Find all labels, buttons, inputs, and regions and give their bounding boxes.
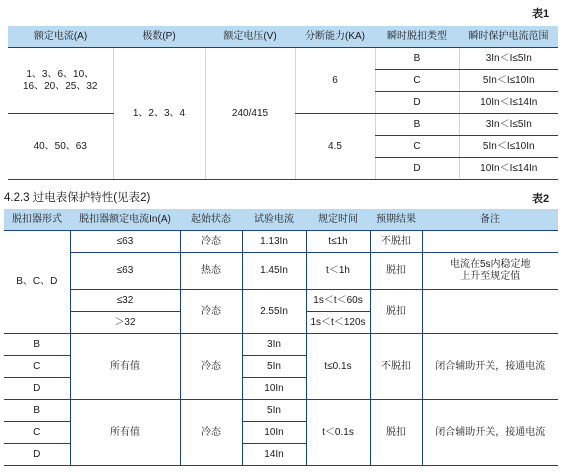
result-cell: 不脱扣 (370, 334, 422, 400)
trip-form-cell: D (4, 378, 70, 400)
trip-type-cell: C (375, 136, 459, 158)
test-current-cell: 1.13In (242, 231, 306, 253)
trip-form-cell: B、C、D (4, 231, 70, 334)
test-current-cell: 2.55In (242, 290, 306, 334)
result-cell: 脱扣 (370, 400, 422, 466)
table1-header-row (8, 26, 558, 48)
trip-form-cell: B (4, 334, 70, 356)
test-current-cell: 5In (242, 356, 306, 378)
time-cell: t＜1h (306, 253, 370, 290)
table2-header: 规定时间 (306, 209, 370, 231)
table1-header: 瞬时保护电流范围 (459, 26, 558, 48)
rated-current-cell: ≤32 (70, 290, 180, 312)
table2-caption: 表2 (532, 193, 550, 205)
table1-header: 瞬时脱扣类型 (375, 26, 459, 48)
rated-current-cell: ≤63 (70, 231, 180, 253)
current-range-cell: 3In＜I≤5In (459, 48, 558, 70)
table-row (4, 290, 558, 312)
note-line: 上升至规定值 (460, 271, 521, 282)
trip-form-cell: C (4, 422, 70, 444)
breaking-capacity-cell: 6 (295, 48, 375, 114)
result-cell: 脱扣 (370, 253, 422, 290)
result-cell: 脱扣 (370, 290, 422, 334)
overcurrent-protection-table (4, 209, 558, 466)
trip-type-cell: B (375, 114, 459, 136)
trip-form-cell: D (4, 444, 70, 466)
table1-header: 额定电压(V) (205, 26, 295, 48)
rated-current-table (8, 26, 558, 180)
breaking-capacity-cell: 4.5 (295, 114, 375, 180)
start-state-cell: 冷态 (180, 231, 242, 253)
rated-current-cell: ＞32 (70, 312, 180, 334)
table2-header: 试验电流 (242, 209, 306, 231)
voltage-cell: 240/415 (205, 48, 295, 180)
note-cell (422, 253, 558, 290)
current-range-cell: 10In＜I≤14In (459, 158, 558, 180)
table1-caption: 表1 (532, 8, 550, 20)
trip-form-cell: C (4, 356, 70, 378)
start-state-cell: 冷态 (180, 334, 242, 400)
table2-header: 预期结果 (370, 209, 422, 231)
note-cell (422, 290, 558, 334)
note-cell: 闭合辅助开关，接通电流 (422, 400, 558, 466)
table-row (4, 253, 558, 290)
rated-current-cell: ≤63 (70, 253, 180, 290)
current-range-cell: 5In＜I≤10In (459, 136, 558, 158)
table2-header: 起始状态 (180, 209, 242, 231)
rated-current-cell: 40、50、63 (8, 114, 113, 180)
current-range-cell: 3In＜I≤5In (459, 114, 558, 136)
table-row (4, 231, 558, 253)
current-range-cell: 5In＜I≤10In (459, 70, 558, 92)
start-state-cell: 冷态 (180, 400, 242, 466)
time-cell: 1s＜t＜60s (306, 290, 370, 312)
current-range-cell: 10In＜I≤14In (459, 92, 558, 114)
test-current-cell: 10In (242, 378, 306, 400)
section-title: 4.2.3 过电表保护特性(见表2) (4, 192, 151, 204)
time-cell: t≤1h (306, 231, 370, 253)
test-current-cell: 10In (242, 422, 306, 444)
table2-header: 备注 (422, 209, 558, 231)
trip-type-cell: D (375, 92, 459, 114)
start-state-cell: 热态 (180, 253, 242, 290)
table-row (4, 334, 558, 356)
table2-header-row (4, 209, 558, 231)
note-cell: 闭合辅助开关，接通电流 (422, 334, 558, 400)
note-line: 电流在5s内稳定地 (449, 259, 531, 270)
rated-current-cell: 所有值 (70, 400, 180, 466)
rated-current-line: 1、3、6、10、 (26, 68, 95, 80)
table2-header: 脱扣器额定电流In(A) (70, 209, 180, 231)
trip-form-cell: B (4, 400, 70, 422)
trip-type-cell: D (375, 158, 459, 180)
trip-type-cell: C (375, 70, 459, 92)
time-cell: 1s＜t＜120s (306, 312, 370, 334)
time-cell: t≤0.1s (306, 334, 370, 400)
table1-header: 极数(P) (113, 26, 205, 48)
time-cell: t＜0.1s (306, 400, 370, 466)
poles-cell: 1、2、3、4 (113, 48, 205, 180)
table-row (8, 48, 558, 70)
test-current-cell: 3In (242, 334, 306, 356)
rated-current-cell (8, 48, 113, 114)
test-current-cell: 5In (242, 400, 306, 422)
table1-header: 分断能力(KA) (295, 26, 375, 48)
test-current-cell: 14In (242, 444, 306, 466)
table1-header: 额定电流(A) (8, 26, 113, 48)
start-state-cell: 冷态 (180, 290, 242, 334)
rated-current-cell: 所有值 (70, 334, 180, 400)
table-row (4, 400, 558, 422)
rated-current-line: 16、20、25、32 (23, 80, 98, 92)
table2-header: 脱扣器形式 (4, 209, 70, 231)
test-current-cell: 1.45In (242, 253, 306, 290)
note-cell (422, 231, 558, 253)
trip-type-cell: B (375, 48, 459, 70)
result-cell: 不脱扣 (370, 231, 422, 253)
